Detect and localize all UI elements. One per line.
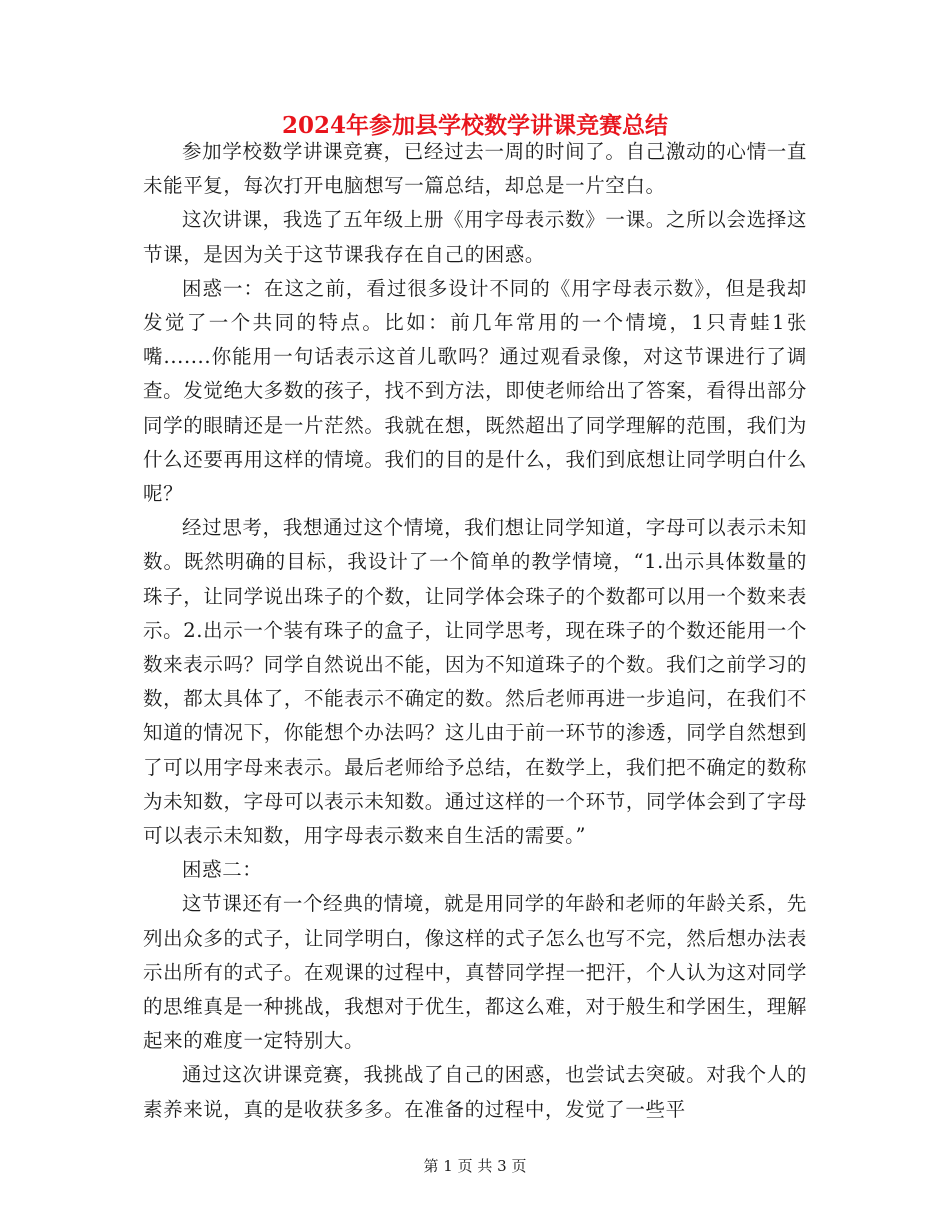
paragraph: 这次讲课，我选了五年级上册《用字母表示数》一课。之所以会选择这节课，是因为关于这节课我存在自己的困惑。: [143, 208, 807, 266]
paragraph: 这节课还有一个经典的情境，就是用同学的年龄和老师的年龄关系，先列出众多的式子，让同学明白，像这样的式子怎么也写不完，然后想办法表示出所有的式子。在观课的过程中，真替同学捏一把汗，个人认为这对同学的思维真是一种挑战，我想对于优生，都这么难，对于般生和学困生，理解起来的难度一定特别大。: [143, 892, 807, 1053]
document-title: 2024年参加县学校数学讲课竞赛总结: [281, 112, 668, 139]
paragraph: 参加学校数学讲课竞赛，已经过去一周的时间了。自己激动的心情一直未能平复，每次打开电脑想写一篇总结，却总是一片空白。: [143, 140, 807, 198]
document-body: [143, 135, 807, 1127]
paragraph: 经过思考，我想通过这个情境，我们想让同学知道，字母可以表示未知数。既然明确的目标，我设计了一个简单的教学情境，“1.出示具体数量的珠子，让同学说出珠子的个数，让同学体会珠子的个数都可以用一个数来表示。2.出示一个装有珠子的盒子，让同学思考，现在珠子的个数还能用一个数来表示吗？同学自然说出不能，因为不知道珠子的个数。我们之前学习的数，都太具体了，不能表示不确定的数。然后老师再进一步追问，在我们不知道的情况下，你能想个办法吗？这儿由于前一环节的渗透，同学自然想到了可以用字母来表示。最后老师给予总结，在数学上，我们把不确定的数称为未知数，字母可以表示未知数。通过这样的一个环节，同学体会到了字母可以表示未知数，用字母表示数来自生活的需要。”: [143, 516, 807, 848]
paragraph: 困惑一：在这之前，看过很多设计不同的《用字母表示数》，但是我却发觉了一个共同的特点。比如：前几年常用的一个情境，1只青蛙1张嘴.......你能用一句话表示这首儿歌吗？通过观看录像，对这节课进行了调查。发觉绝大多数的孩子，找不到方法，即使老师给出了答案，看得出部分同学的眼睛还是一片茫然。我就在想，既然超出了同学理解的范围，我们为什么还要再用这样的情境。我们的目的是什么，我们到底想让同学明白什么呢？: [143, 276, 807, 506]
paragraph: 困惑二：: [182, 858, 263, 882]
paragraph: 通过这次讲课竞赛，我挑战了自己的困惑，也尝试去突破。对我个人的素养来说，真的是收获多多。在准备的过程中，发觉了一些平: [143, 1063, 807, 1121]
page-footer: 第 1 页 共 3 页: [423, 1157, 527, 1175]
